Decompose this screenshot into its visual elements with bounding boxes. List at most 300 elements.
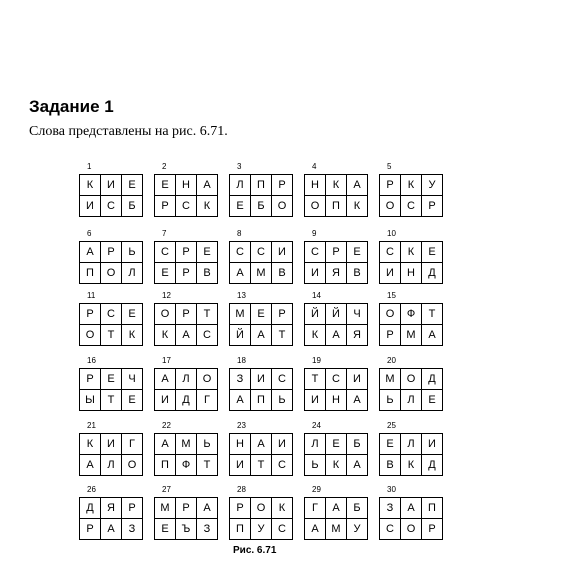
letter-grid [79, 497, 143, 540]
letter-cell: К [347, 196, 368, 217]
letter-cell: А [101, 519, 122, 540]
letter-cell: И [272, 434, 293, 455]
letter-row-bottom [380, 196, 443, 217]
letter-cell: С [326, 369, 347, 390]
letter-grid [229, 303, 293, 346]
letter-cell: О [401, 369, 422, 390]
letter-row-bottom [155, 519, 218, 540]
letter-cell: К [197, 196, 218, 217]
letter-row-top [230, 175, 293, 196]
letter-cell: И [155, 390, 176, 411]
letter-cell: О [305, 196, 326, 217]
word-puzzle [229, 356, 295, 404]
puzzle-number: 22 [162, 421, 171, 430]
letter-cell: С [251, 242, 272, 263]
letter-grid [79, 241, 143, 284]
letter-row-top [80, 242, 143, 263]
word-puzzle [304, 485, 370, 533]
letter-cell: Н [176, 175, 197, 196]
letter-cell: Р [176, 498, 197, 519]
letter-row-top [305, 175, 368, 196]
letter-cell: Д [176, 390, 197, 411]
letter-grid [379, 303, 443, 346]
letter-row-bottom [230, 519, 293, 540]
letter-cell: Ф [176, 455, 197, 476]
puzzle-number: 1 [87, 162, 92, 171]
puzzle-number: 25 [387, 421, 396, 430]
letter-cell: К [305, 325, 326, 346]
letter-grid [229, 433, 293, 476]
letter-cell: Е [251, 304, 272, 325]
letter-cell: М [155, 498, 176, 519]
letter-row-top [305, 369, 368, 390]
letter-cell: А [155, 434, 176, 455]
letter-row-bottom [155, 196, 218, 217]
puzzle-number: 20 [387, 356, 396, 365]
letter-cell: М [251, 263, 272, 284]
letter-cell: И [272, 242, 293, 263]
letter-cell: А [251, 325, 272, 346]
letter-cell: Т [272, 325, 293, 346]
puzzle-number: 11 [87, 291, 96, 300]
letter-row-bottom [230, 390, 293, 411]
letter-cell: И [251, 369, 272, 390]
puzzle-number: 27 [162, 485, 171, 494]
letter-cell: М [230, 304, 251, 325]
letter-cell: В [272, 263, 293, 284]
letter-cell: Р [176, 242, 197, 263]
word-puzzle [154, 356, 220, 404]
letter-cell: Б [251, 196, 272, 217]
word-puzzle [154, 291, 220, 339]
letter-grid [304, 174, 368, 217]
letter-cell: П [251, 390, 272, 411]
letter-row-top [80, 175, 143, 196]
letter-cell: К [401, 175, 422, 196]
intro-text: Слова представлены на рис. 6.71. [29, 124, 228, 139]
letter-cell: М [326, 519, 347, 540]
letter-cell: К [122, 325, 143, 346]
puzzle-number: 18 [237, 356, 246, 365]
word-puzzle [304, 356, 370, 404]
puzzle-number: 12 [162, 291, 171, 300]
letter-cell: Ь [122, 242, 143, 263]
word-puzzle [379, 162, 445, 210]
letter-cell: М [380, 369, 401, 390]
puzzle-number: 13 [237, 291, 246, 300]
letter-cell: П [230, 519, 251, 540]
word-puzzle [379, 485, 445, 533]
letter-cell: П [80, 263, 101, 284]
letter-cell: К [401, 242, 422, 263]
letter-cell: И [101, 434, 122, 455]
letter-cell: Т [197, 304, 218, 325]
letter-cell: Р [272, 175, 293, 196]
letter-cell: Я [347, 325, 368, 346]
letter-cell: К [155, 325, 176, 346]
word-puzzle [229, 162, 295, 210]
letter-row-bottom [305, 263, 368, 284]
letter-cell: К [326, 455, 347, 476]
letter-row-bottom [230, 455, 293, 476]
letter-row-bottom [80, 196, 143, 217]
letter-grid [304, 303, 368, 346]
letter-cell: Б [347, 434, 368, 455]
letter-cell: Р [422, 519, 443, 540]
letter-cell: Р [380, 325, 401, 346]
letter-cell: И [422, 434, 443, 455]
letter-cell: О [122, 455, 143, 476]
letter-cell: С [272, 455, 293, 476]
word-puzzle [79, 421, 145, 469]
letter-cell: Ч [122, 369, 143, 390]
letter-grid [154, 433, 218, 476]
letter-row-top [155, 304, 218, 325]
letter-cell: Д [422, 263, 443, 284]
letter-row-top [380, 498, 443, 519]
letter-cell: С [401, 196, 422, 217]
puzzle-number: 4 [312, 162, 317, 171]
letter-cell: О [401, 519, 422, 540]
letter-row-bottom [80, 455, 143, 476]
letter-cell: А [251, 434, 272, 455]
word-puzzle [379, 421, 445, 469]
letter-cell: У [251, 519, 272, 540]
letter-row-bottom [230, 263, 293, 284]
puzzle-number: 15 [387, 291, 396, 300]
letter-row-bottom [155, 455, 218, 476]
letter-row-bottom [380, 390, 443, 411]
letter-cell: Е [122, 304, 143, 325]
letter-row-top [230, 498, 293, 519]
letter-cell: Л [401, 434, 422, 455]
letter-row-bottom [230, 196, 293, 217]
letter-cell: Р [155, 196, 176, 217]
letter-cell: Д [422, 455, 443, 476]
letter-cell: Е [422, 242, 443, 263]
word-puzzle [79, 162, 145, 210]
letter-row-top [380, 242, 443, 263]
letter-cell: Д [422, 369, 443, 390]
letter-cell: Г [122, 434, 143, 455]
letter-row-top [380, 304, 443, 325]
letter-cell: Т [251, 455, 272, 476]
letter-cell: С [197, 325, 218, 346]
letter-cell: О [272, 196, 293, 217]
letter-row-bottom [155, 325, 218, 346]
letter-cell: Р [101, 242, 122, 263]
letter-cell: С [230, 242, 251, 263]
letter-cell: Н [230, 434, 251, 455]
letter-grid [304, 497, 368, 540]
puzzle-number: 7 [162, 229, 167, 238]
letter-grid [229, 241, 293, 284]
letter-cell: В [347, 263, 368, 284]
letter-cell: К [272, 498, 293, 519]
letter-cell: С [305, 242, 326, 263]
letter-cell: Р [380, 175, 401, 196]
word-puzzle [79, 485, 145, 533]
puzzle-number: 28 [237, 485, 246, 494]
letter-cell: Л [401, 390, 422, 411]
letter-cell: А [401, 498, 422, 519]
puzzle-number: 30 [387, 485, 396, 494]
puzzle-number: 9 [312, 229, 317, 238]
letter-cell: Р [176, 263, 197, 284]
puzzle-number: 8 [237, 229, 242, 238]
puzzle-number: 5 [387, 162, 392, 171]
letter-row-top [155, 434, 218, 455]
letter-cell: Р [122, 498, 143, 519]
letter-cell: М [176, 434, 197, 455]
letter-row-bottom [380, 455, 443, 476]
letter-cell: Е [422, 390, 443, 411]
letter-cell: К [401, 455, 422, 476]
letter-cell: Ь [197, 434, 218, 455]
letter-row-top [155, 498, 218, 519]
letter-cell: Т [422, 304, 443, 325]
letter-cell: Л [122, 263, 143, 284]
letter-cell: А [197, 498, 218, 519]
letter-cell: А [422, 325, 443, 346]
letter-grid [79, 303, 143, 346]
letter-cell: У [347, 519, 368, 540]
letter-row-top [80, 498, 143, 519]
letter-cell: Е [155, 175, 176, 196]
letter-cell: Р [230, 498, 251, 519]
letter-cell: Е [380, 434, 401, 455]
letter-cell: С [176, 196, 197, 217]
letter-cell: О [380, 304, 401, 325]
letter-cell: О [155, 304, 176, 325]
letter-row-top [155, 369, 218, 390]
letter-cell: С [380, 519, 401, 540]
letter-cell: Г [197, 390, 218, 411]
letter-cell: О [380, 196, 401, 217]
letter-grid [154, 497, 218, 540]
word-puzzle [379, 229, 445, 277]
letter-row-top [80, 369, 143, 390]
letter-row-bottom [305, 519, 368, 540]
word-puzzle [154, 485, 220, 533]
letter-cell: В [380, 455, 401, 476]
letter-row-bottom [305, 390, 368, 411]
letter-cell: К [80, 175, 101, 196]
letter-cell: О [80, 325, 101, 346]
letter-cell: Т [197, 455, 218, 476]
word-puzzle [229, 421, 295, 469]
puzzle-number: 21 [87, 421, 96, 430]
letter-cell: Р [80, 369, 101, 390]
letter-row-top [305, 498, 368, 519]
word-puzzle [304, 421, 370, 469]
letter-cell: Б [347, 498, 368, 519]
letter-row-bottom [305, 196, 368, 217]
letter-grid [379, 368, 443, 411]
letter-cell: И [305, 263, 326, 284]
letter-cell: В [197, 263, 218, 284]
letter-cell: Й [326, 304, 347, 325]
task-title: Задание 1 [29, 97, 114, 116]
letter-cell: К [80, 434, 101, 455]
letter-cell: Е [122, 175, 143, 196]
letter-cell: Я [326, 263, 347, 284]
letter-row-top [305, 434, 368, 455]
letter-cell: А [197, 175, 218, 196]
puzzle-number: 24 [312, 421, 321, 430]
letter-grid [229, 497, 293, 540]
letter-cell: А [155, 369, 176, 390]
letter-grid [229, 368, 293, 411]
word-puzzle [304, 229, 370, 277]
letter-grid [154, 241, 218, 284]
word-puzzle [229, 485, 295, 533]
letter-cell: А [80, 242, 101, 263]
letter-cell: И [305, 390, 326, 411]
letter-row-top [380, 175, 443, 196]
puzzle-number: 23 [237, 421, 246, 430]
letter-cell: Т [101, 325, 122, 346]
letter-cell: А [326, 498, 347, 519]
letter-cell: Л [101, 455, 122, 476]
letter-cell: С [155, 242, 176, 263]
word-puzzle [154, 162, 220, 210]
letter-cell: Е [101, 369, 122, 390]
letter-cell: З [230, 369, 251, 390]
word-puzzle [379, 356, 445, 404]
letter-cell: Ь [272, 390, 293, 411]
letter-cell: С [101, 304, 122, 325]
letter-row-top [80, 304, 143, 325]
letter-cell: А [326, 325, 347, 346]
letter-cell: О [101, 263, 122, 284]
word-puzzle [304, 162, 370, 210]
letter-grid [379, 497, 443, 540]
puzzle-number: 14 [312, 291, 321, 300]
letter-row-top [155, 242, 218, 263]
puzzle-number: 3 [237, 162, 242, 171]
letter-cell: П [251, 175, 272, 196]
letter-cell: И [380, 263, 401, 284]
letter-cell: С [380, 242, 401, 263]
letter-grid [229, 174, 293, 217]
letter-cell: М [401, 325, 422, 346]
letter-row-top [230, 304, 293, 325]
letter-grid [154, 368, 218, 411]
letter-cell: А [305, 519, 326, 540]
figure-caption: Рис. 6.71 [233, 545, 277, 556]
letter-grid [379, 174, 443, 217]
letter-cell: И [230, 455, 251, 476]
letter-row-bottom [230, 325, 293, 346]
letter-cell: А [347, 175, 368, 196]
letter-grid [304, 241, 368, 284]
word-puzzle [79, 356, 145, 404]
letter-cell: П [422, 498, 443, 519]
letter-cell: Л [305, 434, 326, 455]
letter-row-top [380, 369, 443, 390]
letter-row-top [305, 242, 368, 263]
letter-cell: Й [305, 304, 326, 325]
letter-cell: Р [176, 304, 197, 325]
letter-cell: А [347, 390, 368, 411]
letter-row-bottom [380, 263, 443, 284]
word-puzzle [379, 291, 445, 339]
letter-cell: Ы [80, 390, 101, 411]
letter-cell: Л [176, 369, 197, 390]
letter-cell: Е [155, 519, 176, 540]
letter-grid [79, 433, 143, 476]
puzzle-number: 19 [312, 356, 321, 365]
letter-grid [79, 368, 143, 411]
word-puzzle [229, 291, 295, 339]
letter-cell: Ъ [176, 519, 197, 540]
letter-row-bottom [80, 390, 143, 411]
letter-cell: К [326, 175, 347, 196]
letter-cell: Е [122, 390, 143, 411]
letter-cell: А [176, 325, 197, 346]
letter-cell: Н [326, 390, 347, 411]
word-puzzle [79, 229, 145, 277]
letter-cell: О [251, 498, 272, 519]
letter-cell: С [272, 519, 293, 540]
letter-row-bottom [80, 519, 143, 540]
letter-cell: Й [230, 325, 251, 346]
letter-row-top [305, 304, 368, 325]
letter-cell: З [197, 519, 218, 540]
puzzle-number: 17 [162, 356, 171, 365]
letter-grid [379, 241, 443, 284]
puzzle-number: 2 [162, 162, 167, 171]
letter-cell: Я [101, 498, 122, 519]
puzzle-number: 26 [87, 485, 96, 494]
letter-row-top [80, 434, 143, 455]
letter-cell: З [122, 519, 143, 540]
letter-row-top [380, 434, 443, 455]
letter-grid [79, 174, 143, 217]
letter-grid [304, 433, 368, 476]
letter-cell: Б [122, 196, 143, 217]
letter-grid [379, 433, 443, 476]
letter-cell: Р [80, 519, 101, 540]
letter-cell: Н [401, 263, 422, 284]
letter-cell: Е [197, 242, 218, 263]
letter-cell: Т [305, 369, 326, 390]
letter-cell: Е [347, 242, 368, 263]
letter-row-bottom [380, 325, 443, 346]
letter-cell: Т [101, 390, 122, 411]
letter-row-top [155, 175, 218, 196]
letter-row-top [230, 434, 293, 455]
letter-grid [154, 303, 218, 346]
letter-row-bottom [80, 263, 143, 284]
letter-cell: С [272, 369, 293, 390]
letter-cell: А [230, 263, 251, 284]
letter-cell: Р [272, 304, 293, 325]
letter-cell: Ь [305, 455, 326, 476]
letter-cell: Н [305, 175, 326, 196]
letter-row-bottom [305, 455, 368, 476]
letter-cell: Е [155, 263, 176, 284]
letter-cell: Р [422, 196, 443, 217]
letter-cell: О [197, 369, 218, 390]
letter-cell: Л [230, 175, 251, 196]
letter-cell: Ч [347, 304, 368, 325]
letter-cell: Ф [401, 304, 422, 325]
word-puzzle [304, 291, 370, 339]
letter-cell: А [347, 455, 368, 476]
letter-row-bottom [80, 325, 143, 346]
